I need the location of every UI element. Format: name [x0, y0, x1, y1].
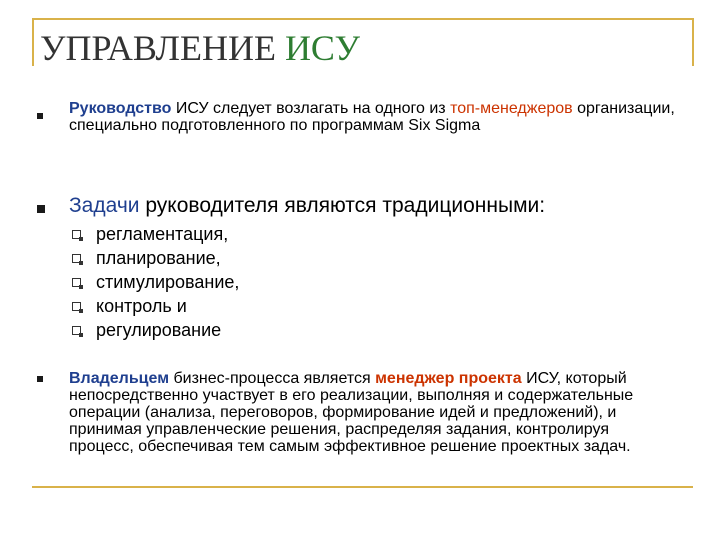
checkbox-bullet-icon: [72, 326, 81, 335]
owner-lead: Владельцем: [69, 370, 170, 387]
bullet-square-icon: [37, 113, 43, 119]
frame-bottom-line: [32, 486, 693, 488]
checkbox-bullet-icon: [72, 278, 81, 287]
tasks-sublist: [72, 222, 239, 342]
frame-left-line: [32, 18, 34, 66]
list-item-label: регламентация,: [96, 224, 229, 244]
paragraph-leadership: [69, 100, 689, 134]
list-item: [72, 270, 239, 294]
owner-highlight: менеджер проекта: [375, 370, 522, 387]
title-accent: ИСУ: [284, 28, 360, 68]
checkbox-bullet-icon: [72, 230, 81, 239]
owner-text-2: ИСУ, который непосредственно участвует в его реализации, выполняя и содержательные операции (анализа, переговоров, формирование идей и предложений), и принимая управленческие решения, распределяя задания, контролируя процесс, обеспечивая тем самым эффективное решение проектных задач.: [69, 370, 634, 455]
paragraph-tasks: [69, 193, 545, 219]
list-item: [72, 222, 239, 246]
leadership-highlight: топ-менеджеров: [450, 100, 573, 117]
list-item-label: регулирование: [96, 320, 222, 340]
list-item-label: планирование,: [96, 248, 221, 268]
bullet-square-icon: [37, 376, 43, 382]
frame-top-line: [32, 18, 693, 20]
leadership-text-2: организации, специально подготовленного по программам Six Sigma: [69, 100, 675, 134]
checkbox-bullet-icon: [72, 302, 81, 311]
frame-right-line: [692, 18, 694, 66]
checkbox-bullet-icon: [72, 254, 81, 263]
list-item: [72, 318, 239, 342]
owner-text-1: бизнес-процесса является: [169, 370, 376, 387]
bullet-square-icon: [37, 205, 45, 213]
list-item: [72, 294, 239, 318]
list-item: [72, 246, 239, 270]
leadership-lead: Руководство: [69, 100, 172, 117]
list-item-label: контроль и: [96, 296, 187, 316]
leadership-text-1: ИСУ следует возлагать на одного из: [171, 100, 451, 117]
slide-title: [40, 28, 360, 68]
tasks-lead: Задачи: [69, 194, 140, 217]
paragraph-owner: [69, 370, 669, 455]
title-main: УПРАВЛЕНИЕ: [40, 28, 285, 68]
list-item-label: стимулирование,: [96, 272, 240, 292]
tasks-text: руководителя являются традиционными:: [139, 194, 546, 217]
